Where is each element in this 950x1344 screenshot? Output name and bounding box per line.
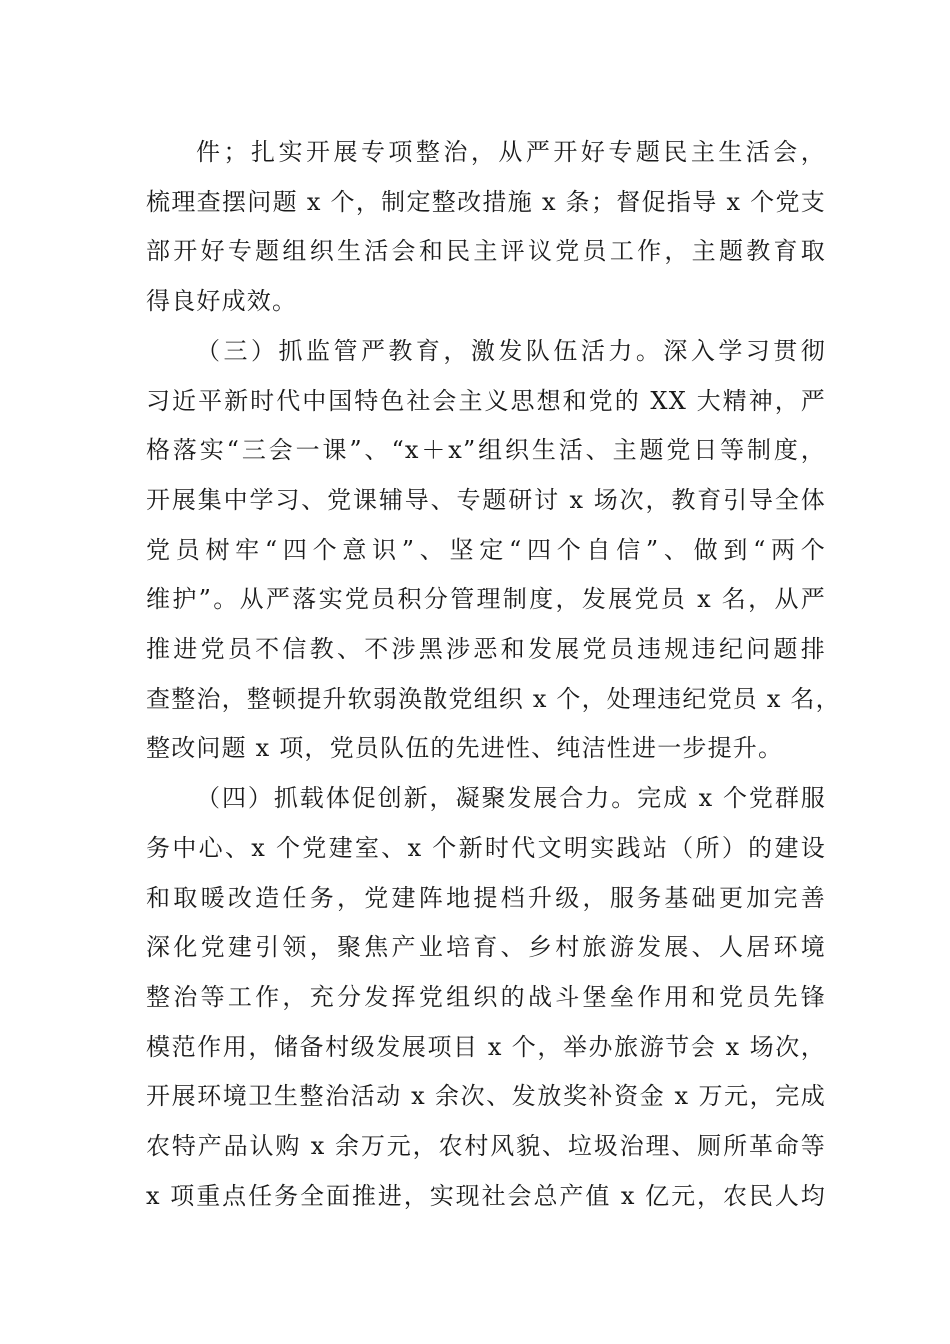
section-heading-line: （四）抓载体促创新，凝聚发展合力。完成 x 个党群服	[196, 784, 826, 813]
paragraph-continued	[146, 128, 826, 327]
text-line: 农特产品认购 x 余万元，农村风貌、垃圾治理、厕所革命等	[146, 1132, 826, 1161]
text-line: 维护”。从严落实党员积分管理制度，发展党员 x 名，从严	[146, 585, 826, 614]
text-line: 党员树牢“四个意识”、坚定“四个自信”、做到“两个	[146, 535, 826, 564]
text-line: 务中心、x 个党建室、x 个新时代文明实践站（所）的建设	[146, 833, 826, 862]
text-line: 开展环境卫生整治活动 x 余次、发放奖补资金 x 万元，完成	[146, 1082, 826, 1111]
text-line: 整改问题 x 项，党员队伍的先进性、纯洁性进一步提升。	[146, 734, 784, 763]
paragraph-section-3	[146, 327, 841, 774]
text-line: 习近平新时代中国特色社会主义思想和党的 XX 大精神，严	[146, 386, 826, 415]
section-heading-line: （三）抓监管严教育，激发队伍活力。深入学习贯彻	[196, 336, 826, 365]
paragraph-section-4	[146, 774, 826, 1221]
text-line: 梳理查摆问题 x 个，制定整改措施 x 条；督促指导 x 个党支	[146, 187, 826, 216]
text-line: 深化党建引领，聚焦产业培育、乡村旅游发展、人居环境	[146, 933, 826, 962]
text-line: 件；扎实开展专项整治，从严开好专题民主生活会，	[196, 138, 826, 166]
text-line: 模范作用，储备村级发展项目 x 个，举办旅游节会 x 场次，	[146, 1032, 826, 1061]
text-line: 开展集中学习、党课辅导、专题研讨 x 场次，教育引导全体	[146, 485, 826, 514]
text-line: x 项重点任务全面推进，实现社会总产值 x 亿元，农民人均	[146, 1181, 826, 1210]
document-body	[146, 128, 841, 1221]
text-line: 查整治，整顿提升软弱涣散党组织 x 个，处理违纪党员 x 名，	[146, 684, 841, 713]
text-line: 部开好专题组织生活会和民主评议党员工作，主题教育取	[146, 237, 826, 266]
text-line: 和取暖改造任务，党建阵地提档升级，服务基础更加完善	[146, 883, 826, 912]
text-line: 得良好成效。	[146, 287, 298, 316]
text-line: 整治等工作，充分发挥党组织的战斗堡垒作用和党员先锋	[146, 982, 826, 1011]
text-line: 推进党员不信教、不涉黑涉恶和发展党员违规违纪问题排	[146, 635, 826, 664]
text-line: 格落实“三会一课”、“x＋x”组织生活、主题党日等制度，	[146, 436, 826, 465]
